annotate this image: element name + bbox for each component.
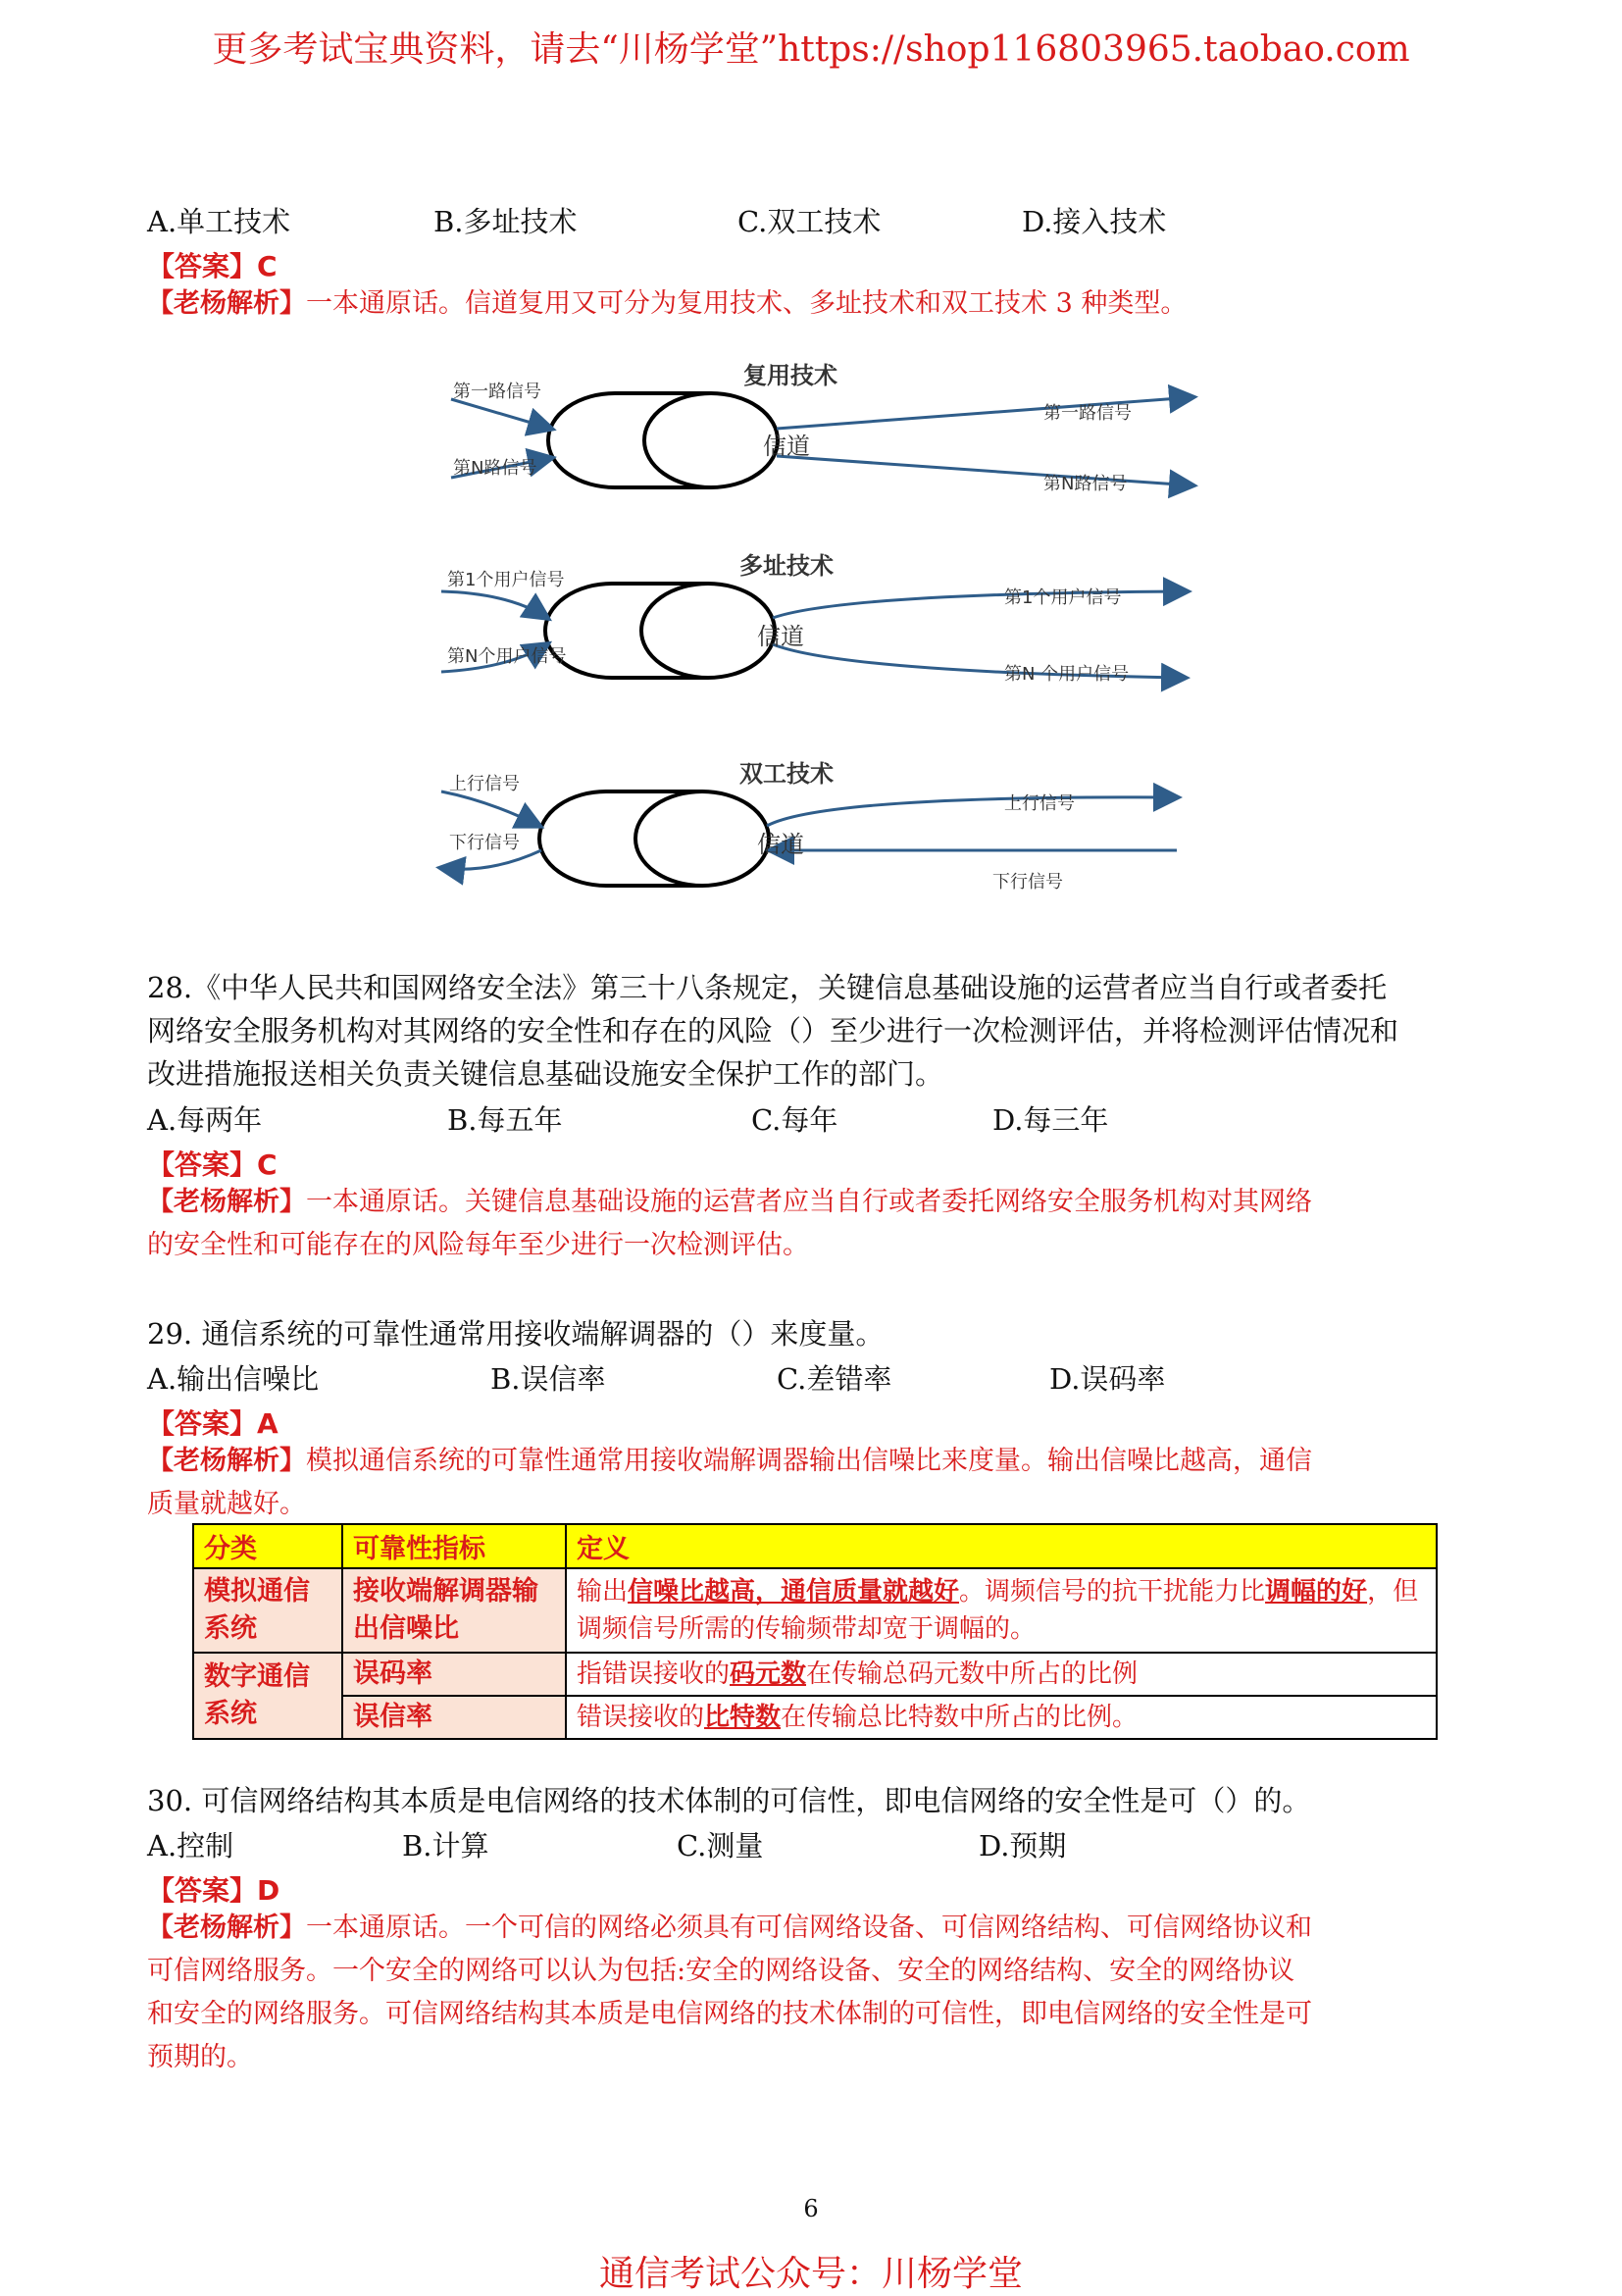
mux-in2: 第N路信号: [453, 458, 537, 479]
q29-explanation: [147, 1440, 1312, 1526]
multi-out1: 第1个用户信号: [1004, 587, 1122, 608]
explain-label: 【老杨解析】: [147, 1913, 306, 1943]
q30-question: 30. 可信网络结构其本质是电信网络的技术体制的可信性，即电信网络的安全性是可（）的。: [147, 1784, 1311, 1817]
duplex-channel-label: 信道: [757, 831, 804, 858]
explain-text: 一本通原话。信道复用又可分为复用技术、多址技术和双工技术 3 种类型。: [306, 288, 1188, 319]
option-c: C.差错率: [777, 1362, 892, 1396]
def-emphasis: 调幅的好: [1265, 1577, 1368, 1607]
mux-in1: 第一路信号: [453, 382, 541, 402]
page-header-banner: 更多考试宝典资料，请去“川杨学堂”https://shop116803965.taobao.com: [212, 29, 1410, 70]
page-number: 6: [803, 2195, 819, 2222]
q28-question: [147, 966, 1398, 1096]
explain-line: 模拟通信系统的可靠性通常用接收端解调器输出信噪比来度量。输出信噪比越高，通信: [306, 1446, 1312, 1476]
metric-cell: 误码率: [342, 1653, 566, 1696]
explain-line: 预期的。: [147, 2042, 253, 2072]
def-emphasis: 比特数: [704, 1703, 782, 1732]
duplex-in1: 上行信号: [449, 774, 520, 794]
category-cell: 数字通信系统: [193, 1653, 342, 1739]
option-b: B.计算: [402, 1829, 489, 1862]
header-cell: 可靠性指标: [342, 1524, 566, 1568]
multi-in1: 第1个用户信号: [447, 570, 565, 590]
mux-out1: 第一路信号: [1043, 403, 1132, 424]
def-text: 指错误接收的: [577, 1659, 731, 1689]
duplex-out1: 上行信号: [1004, 793, 1075, 814]
header-cell: 定义: [566, 1524, 1437, 1568]
duplex-out2: 下行信号: [992, 872, 1063, 893]
mux-title: 复用技术: [743, 362, 837, 389]
reliability-table: [192, 1523, 1438, 1740]
explain-line: 和安全的网络服务。可信网络结构其本质是电信网络的技术体制的可信性，即电信网络的安全性是可: [147, 1999, 1312, 2029]
definition-cell: [566, 1568, 1437, 1653]
category-cell: 模拟通信系统: [193, 1568, 342, 1653]
mux-channel-label: 信道: [763, 433, 810, 460]
def-emphasis: 码元数: [730, 1659, 807, 1689]
table-header-row: [193, 1524, 1437, 1568]
option-c: C.测量: [677, 1829, 764, 1862]
table-row: [193, 1568, 1437, 1653]
explain-line: 可信网络服务。一个安全的网络可以认为包括:安全的网络设备、安全的网络结构、安全的网络协议: [147, 1956, 1295, 1986]
option-c: C.每年: [751, 1103, 838, 1137]
multi-channel-label: 信道: [757, 623, 804, 650]
duplex-in2: 下行信号: [449, 833, 520, 853]
definition-cell: [566, 1653, 1437, 1696]
option-b: B.多址技术: [433, 205, 578, 238]
explain-line: 质量就越好。: [147, 1489, 306, 1519]
multi-channel-shape: [545, 584, 775, 678]
def-text: 错误接收的: [577, 1703, 705, 1732]
q28-explanation: [147, 1181, 1312, 1267]
multi-in2: 第N个用户信号: [447, 646, 567, 667]
option-a: A.每两年: [147, 1103, 263, 1137]
explain-label: 【老杨解析】: [147, 1446, 306, 1476]
q29-question: 29. 通信系统的可靠性通常用接收端解调器的（）来度量。: [147, 1317, 885, 1351]
explain-label: 【老杨解析】: [147, 288, 306, 319]
def-emphasis: 信噪比越高，通信质量就越好: [628, 1577, 960, 1607]
page-footer-banner: 通信考试公众号：川杨学堂: [598, 2254, 1023, 2294]
mux-out2: 第N路信号: [1043, 474, 1128, 494]
diagram-graphics: [431, 348, 1206, 897]
def-text: 在传输总比特数中所占的比例。: [781, 1703, 1139, 1732]
q30-explanation: [147, 1907, 1312, 2079]
channel-multiplexing-diagram: [431, 348, 1206, 897]
q27-answer: 【答案】C: [147, 250, 278, 282]
q30-answer: 【答案】D: [147, 1874, 280, 1907]
table-row: [193, 1696, 1437, 1739]
def-text: ，但调频信号所需的传输频带却宽于调幅的。: [577, 1577, 1419, 1644]
table-row: [193, 1653, 1437, 1696]
definition-cell: [566, 1696, 1437, 1739]
explain-line: 一本通原话。一个可信的网络必须具有可信网络设备、可信网络结构、可信网络协议和: [306, 1913, 1312, 1943]
def-text: 在传输总码元数中所占的比例: [806, 1659, 1139, 1689]
metric-cell: 接收端解调器输出信噪比: [342, 1568, 566, 1653]
duplex-channel-shape: [539, 791, 769, 886]
option-a: A.单工技术: [147, 205, 291, 238]
option-d: D.预期: [979, 1829, 1067, 1862]
explain-line: 的安全性和可能存在的风险每年至少进行一次检测评估。: [147, 1230, 809, 1260]
option-d: D.每三年: [992, 1103, 1109, 1137]
option-a: A.输出信噪比: [147, 1362, 320, 1396]
def-text: 输出: [577, 1577, 629, 1607]
option-c: C.双工技术: [737, 205, 882, 238]
duplex-title: 双工技术: [739, 760, 834, 788]
mux-channel-shape: [548, 393, 778, 487]
explain-label: 【老杨解析】: [147, 1187, 306, 1217]
explain-line: 一本通原话。关键信息基础设施的运营者应当自行或者委托网络安全服务机构对其网络: [306, 1187, 1312, 1217]
option-b: B.误信率: [490, 1362, 606, 1396]
def-text: 。调频信号的抗干扰能力比: [959, 1577, 1266, 1607]
metric-cell: 误信率: [342, 1696, 566, 1739]
q27-explanation: [147, 282, 1187, 326]
multi-out2: 第N 个用户信号: [1004, 664, 1130, 685]
multi-title: 多址技术: [739, 552, 834, 580]
option-a: A.控制: [147, 1829, 234, 1862]
header-cell: 分类: [193, 1524, 342, 1568]
question-line: 改进措施报送相关负责关键信息基础设施安全保护工作的部门。: [147, 1057, 944, 1091]
option-d: D.误码率: [1049, 1362, 1166, 1396]
question-line: 28.《中华人民共和国网络安全法》第三十八条规定，关键信息基础设施的运营者应当自行或者委托: [147, 971, 1388, 1004]
q29-answer: 【答案】A: [147, 1407, 279, 1440]
option-b: B.每五年: [447, 1103, 563, 1137]
option-d: D.接入技术: [1022, 205, 1167, 238]
question-line: 网络安全服务机构对其网络的安全性和存在的风险（）至少进行一次检测评估，并将检测评估情况和: [147, 1014, 1399, 1047]
q28-answer: 【答案】C: [147, 1148, 278, 1181]
